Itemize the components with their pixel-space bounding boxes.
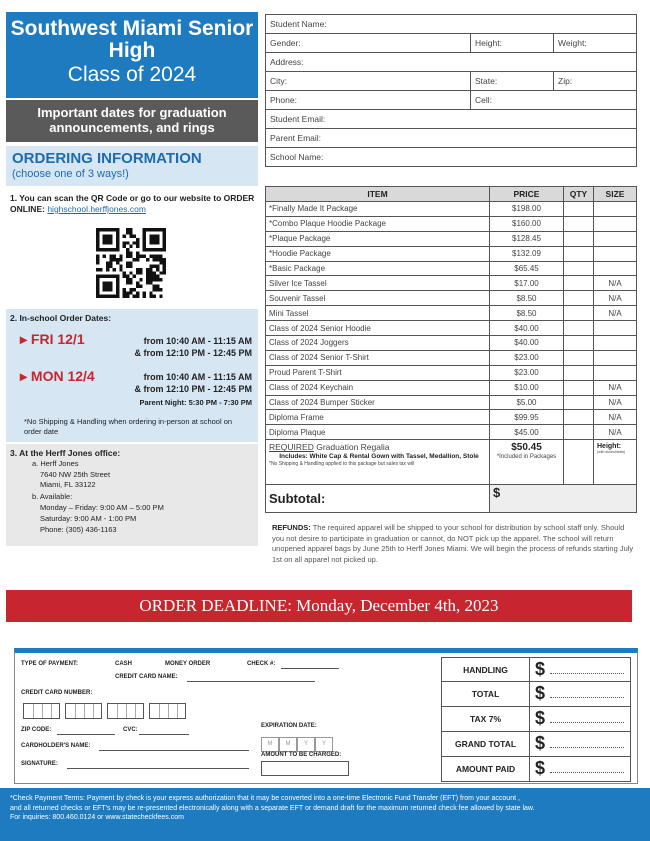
state-field[interactable]: State: (471, 72, 554, 91)
item-qty[interactable] (564, 231, 594, 246)
weight-field[interactable]: Weight: (554, 34, 637, 53)
item-size[interactable]: N/A (594, 380, 637, 395)
day-fri-label: FRI 12/1 (30, 331, 85, 347)
item-name: Souvenir Tassel (266, 291, 490, 306)
item-price: $10.00 (490, 380, 564, 395)
totals-row (441, 707, 631, 732)
step-2-title: 2. In-school Order Dates: (10, 313, 112, 323)
item-price: $8.50 (490, 291, 564, 306)
totals-row (441, 757, 631, 782)
item-qty[interactable] (564, 276, 594, 291)
item-size[interactable]: N/A (594, 425, 637, 440)
item-price: $65.45 (490, 261, 564, 276)
footer-line-2: and all returned checks or EFT's may be re-presented electronically along with a separate EFT or demand draft for the maximum returned check fee allowed by state law. (10, 804, 535, 812)
order-items-table (265, 186, 637, 513)
item-qty[interactable] (564, 425, 594, 440)
item-name: Silver Ice Tassel (266, 276, 490, 291)
regalia-row (266, 440, 637, 485)
item-name: *Combo Plaque Hoodie Package (266, 216, 490, 231)
cardholder-line[interactable] (99, 750, 249, 751)
item-name: Diploma Frame (266, 410, 490, 425)
item-size[interactable] (594, 216, 637, 231)
item-row (266, 246, 637, 261)
item-row (266, 216, 637, 231)
credit-card-name-label: CREDIT CARD NAME: (115, 674, 178, 680)
dollar-sign: $ (535, 758, 546, 778)
item-size[interactable] (594, 261, 637, 276)
item-size[interactable] (594, 336, 637, 351)
item-qty[interactable] (564, 410, 594, 425)
expiration-label: EXPIRATION DATE: (261, 723, 317, 729)
office-phone: Phone: (305) 436-1163 (40, 525, 117, 534)
hours-saturday: Saturday: 9:00 AM - 1:00 PM (40, 514, 137, 523)
class-year: Class of 2024 (67, 63, 197, 86)
item-column-header: ITEM (266, 187, 490, 202)
payment-section (14, 648, 638, 784)
footer-line-1: *Check Payment Terms: Payment by check is your express authorization that it may be converted into a one-time Electronic Fund Transfer (EFT) from your account , (10, 795, 520, 802)
credit-card-group[interactable] (23, 703, 60, 719)
check-payment-terms (0, 788, 650, 841)
payment-type-label: TYPE OF PAYMENT: (21, 661, 79, 667)
phone-field[interactable]: Phone: (266, 91, 471, 110)
item-price: $128.45 (490, 231, 564, 246)
regalia-price-cell (490, 440, 564, 485)
credit-card-group[interactable] (107, 703, 144, 719)
item-name: Class of 2024 Keychain (266, 380, 490, 395)
regalia-name: Graduation Regalia (313, 442, 390, 453)
item-name: Class of 2024 Bumper Sticker (266, 395, 490, 410)
credit-card-group[interactable] (65, 703, 102, 719)
item-price: $23.00 (490, 365, 564, 380)
item-row (266, 202, 637, 217)
step-3-title: 3. At the Herff Jones office: (10, 448, 121, 458)
item-qty[interactable] (564, 306, 594, 321)
totals-amount-line[interactable] (550, 722, 624, 723)
check-option[interactable]: CHECK #: (247, 661, 276, 667)
height-field[interactable]: Height: (471, 34, 554, 53)
day2-time1: from 10:40 AM - 11:15 AM (143, 372, 252, 382)
exp-year-box-1[interactable]: Y (297, 737, 315, 752)
cardholder-label: CARDHOLDER'S NAME: (21, 743, 91, 749)
item-qty[interactable] (564, 380, 594, 395)
totals-amount-line[interactable] (550, 772, 624, 773)
item-size[interactable]: N/A (594, 306, 637, 321)
required-label: REQUIRED (269, 442, 314, 453)
item-row (266, 410, 637, 425)
dollar-sign: $ (535, 733, 546, 753)
ordering-subtitle: (choose one of 3 ways!) (12, 168, 129, 180)
arrow-right-icon: ▸ (20, 331, 28, 347)
regalia-height: Height: (597, 443, 622, 451)
cash-option[interactable]: CASH (115, 661, 133, 667)
cvc-line[interactable] (139, 734, 189, 735)
exp-month-box-1[interactable]: M (261, 737, 279, 752)
item-name: *Finally Made It Package (266, 202, 490, 217)
city-field[interactable]: City: (266, 72, 471, 91)
subtotal-label: Subtotal: (266, 485, 490, 513)
zip-label: ZIP CODE: (21, 727, 52, 733)
item-size[interactable] (594, 246, 637, 261)
item-price: $8.50 (490, 306, 564, 321)
regalia-height-note: (with shoes/heels) (597, 450, 626, 455)
school-title-block (6, 12, 258, 98)
day-mon (20, 368, 95, 385)
student-info-form (265, 14, 637, 167)
dollar-sign: $ (535, 683, 546, 703)
day-mon-label: MON 12/4 (30, 368, 95, 384)
item-name: Class of 2024 Senior T-Shirt (266, 350, 490, 365)
item-row (266, 395, 637, 410)
item-qty[interactable] (564, 291, 594, 306)
item-row (266, 231, 637, 246)
item-row (266, 425, 637, 440)
totals-label: TAX 7% (442, 707, 530, 731)
item-size[interactable] (594, 321, 637, 336)
totals-amount-line[interactable] (550, 697, 624, 698)
amount-charged-box[interactable] (261, 761, 349, 776)
item-price: $198.00 (490, 202, 564, 217)
item-row (266, 276, 637, 291)
regalia-size-cell[interactable] (594, 440, 637, 485)
regalia-price-note: *Included in Packages (496, 454, 557, 461)
totals-table (441, 657, 631, 782)
totals-label: GRAND TOTAL (442, 732, 530, 756)
item-row (266, 306, 637, 321)
item-price: $132.09 (490, 246, 564, 261)
totals-amount-line[interactable] (550, 747, 624, 748)
ordering-info-header (6, 146, 258, 186)
item-size[interactable] (594, 350, 637, 365)
item-price: $45.00 (490, 425, 564, 440)
day1-time1: from 10:40 AM - 11:15 AM (143, 336, 252, 346)
day1-time2: & from 12:10 PM - 12:45 PM (134, 348, 252, 358)
item-price: $17.00 (490, 276, 564, 291)
refunds-label: REFUNDS: (272, 523, 311, 532)
totals-label: AMOUNT PAID (442, 757, 530, 781)
item-name: Class of 2024 Senior Hoodie (266, 321, 490, 336)
item-name: Class of 2024 Joggers (266, 336, 490, 351)
cell-field[interactable]: Cell: (471, 91, 637, 110)
gender-field[interactable]: Gender: (266, 34, 471, 53)
item-size[interactable]: N/A (594, 395, 637, 410)
school-name: Southwest Miami Senior High (10, 17, 254, 62)
item-size[interactable]: N/A (594, 276, 637, 291)
office-address2: Miami, FL 33122 (40, 480, 96, 489)
address-field[interactable]: Address: (266, 53, 637, 72)
credit-card-number-label: CREDIT CARD NUMBER: (21, 690, 93, 696)
totals-row (441, 682, 631, 707)
item-price: $40.00 (490, 336, 564, 351)
refunds-text: The required apparel will be shipped to your school for distribution by school staff only. Should you not desire to participate in graduation or cannot, do NOT pick up the apparel. The school will return unopened apparel bags by June 25th to Herff Jones Miami. We will begin the process of refunds starting July 1st on all apparel not picked up. (272, 523, 634, 564)
day-fri (20, 331, 85, 348)
item-name: Diploma Plaque (266, 425, 490, 440)
regalia-qty[interactable] (564, 440, 594, 485)
order-deadline-banner: ORDER DEADLINE: Monday, December 4th, 2023 (6, 590, 632, 622)
money-order-option[interactable]: MONEY ORDER (165, 661, 211, 667)
totals-label: TOTAL (442, 682, 530, 706)
parent-night: Parent Night: 5:30 PM - 7:30 PM (139, 398, 252, 407)
regalia-cell (266, 440, 490, 485)
item-qty[interactable] (564, 350, 594, 365)
item-row (266, 336, 637, 351)
item-name: Proud Parent T-Shirt (266, 365, 490, 380)
totals-row (441, 732, 631, 757)
item-name: *Hoodie Package (266, 246, 490, 261)
signature-label: SIGNATURE: (21, 761, 58, 767)
dollar-sign: $ (535, 708, 546, 728)
student-name-field[interactable]: Student Name: (266, 15, 637, 34)
totals-label: HANDLING (442, 658, 530, 682)
regalia-note: *No Shipping & Handling applied to this package but sales tax will (269, 461, 415, 468)
available-label: b. Available: (32, 492, 73, 501)
item-row (266, 350, 637, 365)
qr-code-icon[interactable] (96, 228, 166, 298)
subtotal-row (266, 485, 637, 513)
credit-card-name-line[interactable] (187, 681, 315, 682)
subtotal-value[interactable]: $ (490, 485, 637, 513)
student-email-field[interactable]: Student Email: (266, 110, 637, 129)
item-row (266, 380, 637, 395)
item-price: $23.00 (490, 350, 564, 365)
exp-year-box-2[interactable]: Y (315, 737, 333, 752)
amount-charged-label: AMOUNT TO BE CHARGED: (261, 752, 342, 758)
ordering-title: ORDERING INFORMATION (12, 150, 202, 167)
item-name: *Plaque Package (266, 231, 490, 246)
item-size[interactable] (594, 202, 637, 217)
totals-row (441, 657, 631, 682)
item-price: $5.00 (490, 395, 564, 410)
price-column-header: PRICE (490, 187, 564, 202)
important-dates-band: Important dates for graduation announcements, and rings (6, 100, 258, 142)
regalia-price: $50.45 (511, 442, 542, 454)
item-price: $99.95 (490, 410, 564, 425)
item-qty[interactable] (564, 202, 594, 217)
item-size[interactable] (594, 231, 637, 246)
zip-field[interactable]: Zip: (554, 72, 637, 91)
item-price: $160.00 (490, 216, 564, 231)
item-row (266, 365, 637, 380)
item-qty[interactable] (564, 336, 594, 351)
herff-office-block (6, 444, 258, 546)
item-qty[interactable] (564, 261, 594, 276)
website-link[interactable]: highschool.herffjones.com (47, 204, 146, 214)
qty-column-header: QTY (564, 187, 594, 202)
item-size[interactable]: N/A (594, 291, 637, 306)
signature-line[interactable] (67, 768, 249, 769)
office-name: a. Herff Jones (32, 459, 79, 468)
item-row (266, 321, 637, 336)
item-qty[interactable] (564, 321, 594, 336)
arrow-right-icon: ▸ (20, 368, 28, 384)
totals-amount-line[interactable] (550, 673, 624, 674)
day2-time2: & from 12:10 PM - 12:45 PM (134, 384, 252, 394)
item-qty[interactable] (564, 395, 594, 410)
cvc-label: CVC: (123, 727, 138, 733)
size-column-header: SIZE (594, 187, 637, 202)
school-name-field[interactable]: School Name: (266, 148, 637, 167)
dollar-sign: $ (535, 659, 546, 679)
exp-month-box-2[interactable]: M (279, 737, 297, 752)
office-address1: 7640 NW 25th Street (40, 470, 111, 479)
item-qty[interactable] (564, 216, 594, 231)
item-qty[interactable] (564, 365, 594, 380)
zip-line[interactable] (57, 734, 115, 735)
in-school-dates-block (6, 309, 258, 442)
footer-line-3: For inquiries: 800.460.0124 or www.statecheckfees.com (10, 814, 184, 821)
credit-card-group[interactable] (149, 703, 186, 719)
item-name: Mini Tassel (266, 306, 490, 321)
step-1-text: 1. You can scan the QR Code or go to our website to ORDER ONLINE: (10, 193, 255, 214)
check-number-line[interactable] (281, 668, 339, 669)
refunds-note (272, 523, 634, 565)
item-size[interactable]: N/A (594, 410, 637, 425)
item-name: *Basic Package (266, 261, 490, 276)
hours-weekday: Monday – Friday: 9:00 AM – 5:00 PM (40, 503, 164, 512)
item-qty[interactable] (564, 246, 594, 261)
regalia-includes: Includes: White Cap & Rental Gown with Tassel, Medallion, Stole (279, 453, 479, 461)
step-1-online (10, 193, 260, 215)
item-row (266, 261, 637, 276)
item-row (266, 291, 637, 306)
item-price: $40.00 (490, 321, 564, 336)
item-size[interactable] (594, 365, 637, 380)
no-shipping-note: *No Shipping & Handling when ordering in-person at school on order date (24, 417, 233, 436)
parent-email-field[interactable]: Parent Email: (266, 129, 637, 148)
